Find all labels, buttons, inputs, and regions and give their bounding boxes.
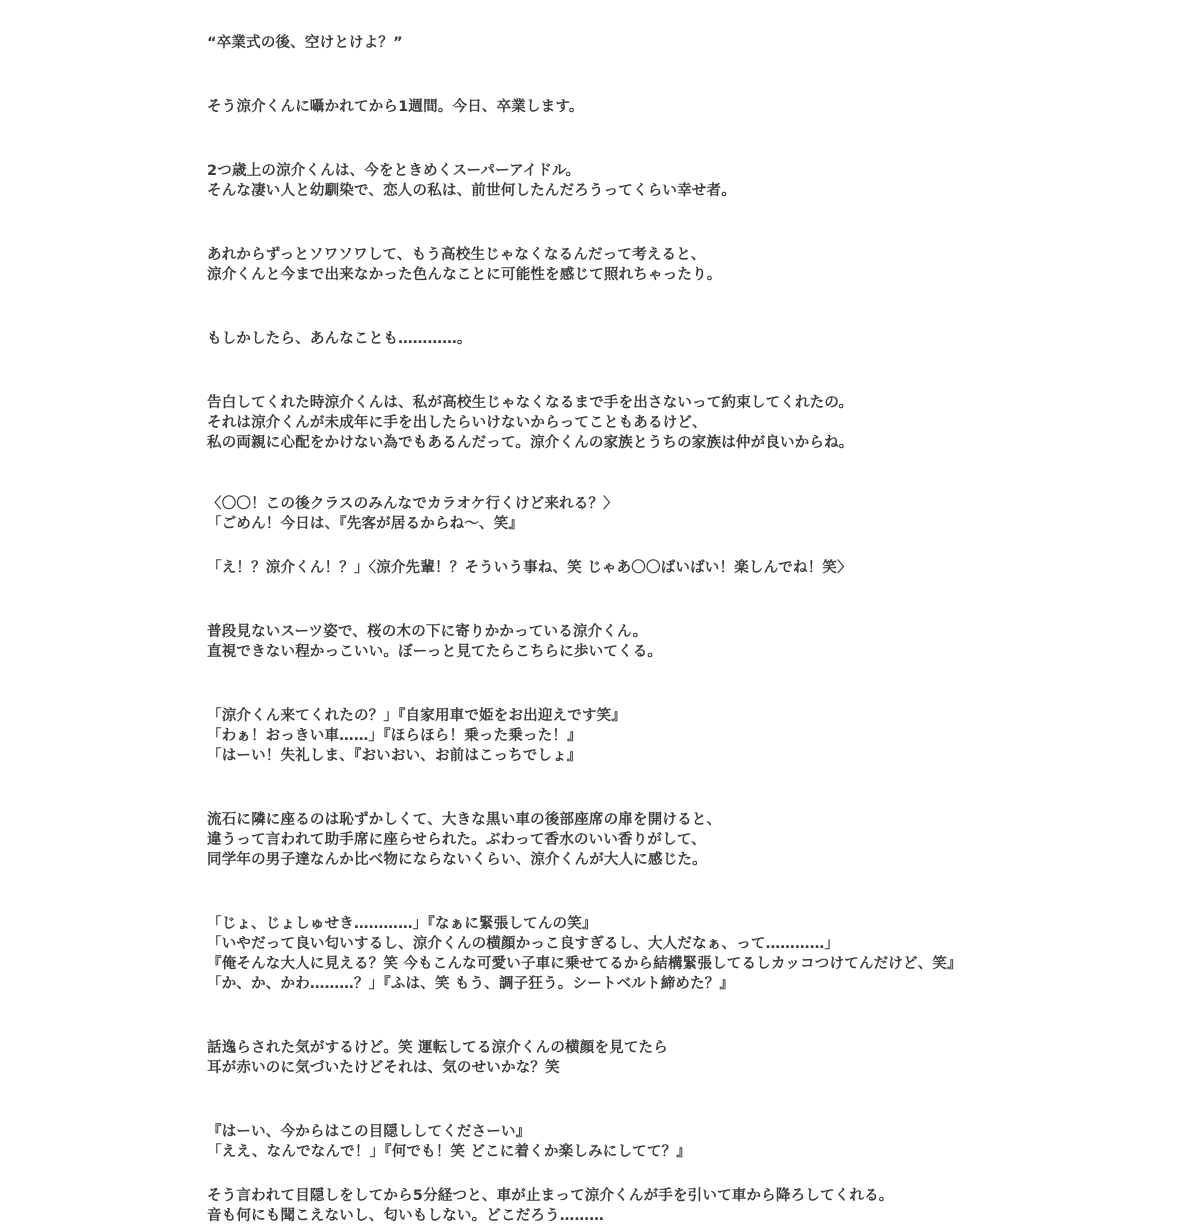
paragraph-7	[207, 494, 1167, 534]
text-line: 「はーい！失礼しま、『おいおい、お前はこっちでしょ』	[207, 748, 582, 764]
paragraph-15	[207, 1186, 1167, 1226]
text-line: それは涼介くんが未成年に手を出したらいけないからってこともあるけど、	[207, 415, 707, 431]
paragraph-6	[207, 393, 1167, 453]
paragraph-9	[207, 622, 1167, 662]
paragraph-11	[207, 810, 1167, 870]
text-line: 「涼介くん来てくれたの？」『自家用車で姫をお出迎えです笑』	[207, 708, 627, 724]
text-line: “卒業式の後、空けとけよ？”	[207, 35, 403, 51]
text-line: 〈〇〇！この後クラスのみんなでカラオケ行くけど来れる？〉	[207, 496, 618, 512]
text-line: 涼介くんと今まで出来なかった色んなことに可能性を感じて照れちゃったり。	[207, 267, 722, 283]
paragraph-10	[207, 706, 1167, 766]
paragraph-14	[207, 1122, 1167, 1162]
text-line: 2つ歳上の涼介くんは、今をときめくスーパーアイドル。	[207, 163, 581, 179]
text-line: あれからずっとソワソワして、もう高校生じゃなくなるんだって考えると、	[207, 247, 706, 263]
text-line: 「ええ、なんでなんで！」『何でも！笑 どこに着くか楽しみにしてて？』	[207, 1144, 691, 1160]
text-line: 告白してくれた時涼介くんは、私が高校生じゃなくなるまで手を出さないって約束してくれたの。	[207, 395, 854, 411]
text-line: 『はーい、今からはこの目隠ししてくださーい』	[207, 1124, 531, 1140]
paragraph-2	[207, 97, 1167, 117]
text-line: 「え！？涼介くん！？」〈涼介先輩！？そういう事ね、笑 じゃあ〇〇ばいばい！楽しんでね！笑〉	[207, 560, 852, 576]
text-line: 耳が赤いのに気づいたけどそれは、気のせいかな？笑	[207, 1060, 560, 1076]
text-line: そう涼介くんに囁かれてから1週間。今日、卒業します。	[207, 99, 584, 115]
text-line: 「わぁ！おっきい車……」『ほらほら！乗った乗った！』	[207, 728, 582, 744]
text-line: 直視できない程かっこいい。ぼーっと見てたらこちらに歩いてくる。	[207, 644, 663, 660]
text-line: 音も何にも聞こえないし、匂いもしない。どこだろう………	[207, 1208, 604, 1224]
paragraph-4	[207, 245, 1167, 285]
paragraph-8	[207, 558, 1167, 578]
paragraph-5	[207, 329, 1167, 349]
text-line: 「ごめん！今日は、『先客が居るからね〜、笑』	[207, 516, 524, 532]
text-line: 「じょ、じょしゅせき…………」『なぁに緊張してんの笑』	[207, 916, 597, 932]
text-line: 「か、か、かわ………？」『ふは、笑 もう、調子狂う。シートベルト締めた？』	[207, 976, 735, 992]
paragraph-12	[207, 914, 1167, 994]
text-line: そう言われて目隠しをしてから5分経つと、車が止まって涼介くんが手を引いて車から降ろしてくれる。	[207, 1188, 894, 1204]
story-document	[207, 33, 1167, 1226]
paragraph-13	[207, 1038, 1167, 1078]
text-line: 「いやだって良い匂いするし、涼介くんの横顔かっこ良すぎるし、大人だなぁ、って…………」	[207, 936, 840, 952]
text-line: 流石に隣に座るのは恥ずかしくて、大きな黒い車の後部座席の扉を開けると、	[207, 812, 722, 828]
text-line: 私の両親に心配をかけない為でもあるんだって。涼介くんの家族とうちの家族は仲が良いからね。	[207, 435, 854, 451]
text-line: もしかしたら、あんなことも…………。	[207, 331, 472, 347]
paragraph-3	[207, 161, 1167, 201]
text-line: 普段見ないスーツ姿で、桜の木の下に寄りかかっている涼介くん。	[207, 624, 648, 640]
text-line: 同学年の男子達なんか比べ物にならないくらい、涼介くんが大人に感じた。	[207, 852, 707, 868]
text-line: 話逸らされた気がするけど。笑 運転してる涼介くんの横顔を見てたら	[207, 1040, 668, 1056]
text-line: 『俺そんな大人に見える？笑 今もこんな可愛い子車に乗せてるから結構緊張してるしカッコつけてんだけど、笑』	[207, 956, 962, 972]
paragraph-1	[207, 33, 1167, 53]
text-line: そんな凄い人と幼馴染で、恋人の私は、前世何したんだろうってくらい幸せ者。	[207, 183, 736, 199]
text-line: 違うって言われて助手席に座らせられた。ぶわって香水のいい香りがして、	[207, 832, 706, 848]
